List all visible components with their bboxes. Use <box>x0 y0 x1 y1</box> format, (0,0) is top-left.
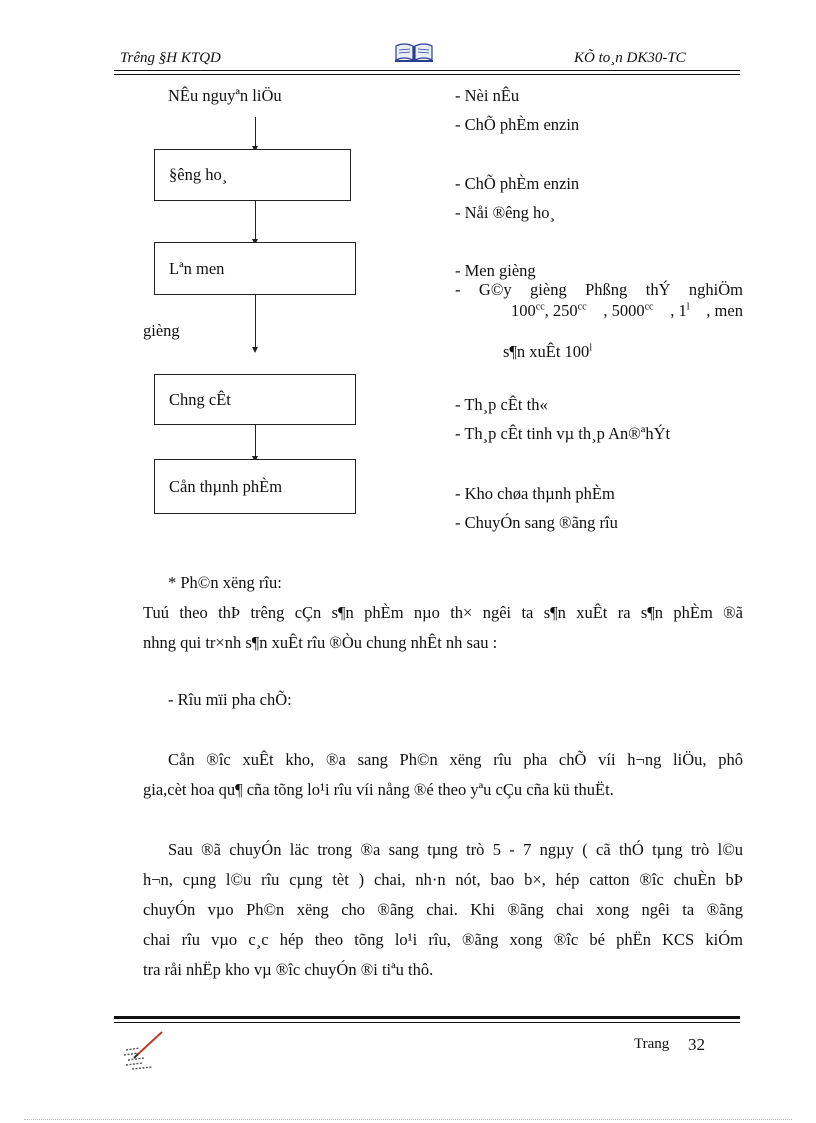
note-sugar-pot: - Nåi ®êng ho¸ <box>455 203 556 222</box>
book-icon <box>394 40 434 69</box>
volume-4: , men <box>706 301 743 320</box>
paragraph-line: tra råi nhËp kho vµ ®îc chuyÓn ®i tiªu thô. <box>143 960 434 979</box>
footer-rule <box>114 1016 740 1019</box>
subsection-title: - Rîu mïi pha chÕ: <box>168 690 292 709</box>
volume-2: , $5000^{cc}$ <box>603 301 654 320</box>
note-yeast: - Men gièng <box>455 261 536 280</box>
page-bottom-dotted-border <box>24 1119 792 1120</box>
paragraph-line: chai rîu vµo c¸c hép theo tõng lo¹i rîu, ®ãng xong ®îc bé phËn KCS kiÓm <box>143 930 743 949</box>
paragraph-line: h¬n, cµng l©u rîu cµng tèt ) chai, nh·n nót, bao b×, hép catton ®îc chuÈn bÞ <box>143 870 743 889</box>
note-cooking-pot: - Nèi nÊu <box>455 86 520 105</box>
header-right-text: KÕ to¸n DK30-TC <box>574 50 686 66</box>
paragraph-line: chuyÓn vµo Ph©n xëng cho ®ãng chai. Khi ®ãng chai xong ngêi ta ®ãng <box>143 900 743 919</box>
note-culture-volumes <box>511 301 743 321</box>
note-lab-culture: - G©y gièng Phßng thÝ nghiÖm <box>455 280 743 299</box>
note-enzyme-1: - ChÕ phÈm enzin <box>455 115 580 134</box>
footer-rule-2 <box>114 1022 740 1023</box>
flow-box-finished-alcohol: Cån thµnh phÈm <box>154 459 356 514</box>
paragraph-3 <box>143 835 743 985</box>
flow-box-fermentation: Lªn men <box>154 242 356 295</box>
flow-side-label: gièng <box>143 321 180 340</box>
paragraph-line: nhng qui tr×nh s¶n xuÊt rîu ®Òu chung nhÊt nh sau : <box>143 633 498 652</box>
paragraph-2 <box>143 745 743 805</box>
footer-page-label: Trang <box>634 1036 670 1052</box>
header-rule <box>114 70 740 71</box>
note-crude-column: - Th¸p cÊt th« <box>455 395 548 414</box>
flow-connector <box>255 117 256 148</box>
arrowhead-icon <box>252 347 258 353</box>
paragraph-line: Sau ®ã chuyÓn läc trong ®a sang tµng trò 5 - 7 ngµy ( cã thÓ tµng trò l©u <box>168 840 743 859</box>
paragraph-line: gia,cèt hoa qu¶ cña tõng lo¹i rîu víi nång ®é theo yªu cÇu cña kü thuËt. <box>143 780 614 799</box>
footer-page-number: 32 <box>688 1035 705 1054</box>
header-left-text: Trêng §H KTQD <box>120 50 221 66</box>
volume-1: $100^{cc}$, $250^{cc}$ <box>511 301 587 320</box>
note-enzyme-2: - ChÕ phÈm enzin <box>455 174 580 193</box>
paragraph-1 <box>143 598 743 658</box>
paragraph-line: Cån ®îc xuÊt kho, ®a sang Ph©n xëng rîu pha chÕ víi h¬ng liÖu, phô <box>168 750 743 769</box>
flow-box-distillation: Chng cÊt <box>154 374 356 425</box>
paragraph-line: Tuú theo thÞ trêng cÇn s¶n phÈm nµo th× ngêi ta s¶n xuÊt ra s¶n phÈm ®ã <box>143 603 743 622</box>
flow-connector <box>255 425 256 458</box>
flow-start-label: NÊu nguyªn liÖu <box>168 86 282 105</box>
volume-3: , 1$^l$ <box>670 301 690 320</box>
header-rule-2 <box>114 74 740 75</box>
flow-connector <box>255 201 256 241</box>
note-refining-column: - Th¸p cÊt tinh vµ th¸p An®ªhÝt <box>455 424 671 443</box>
note-warehouse: - Kho chøa thµnh phÈm <box>455 484 615 503</box>
section-title: * Ph©n xëng rîu: <box>168 573 282 592</box>
note-bottling: - ChuyÓn sang ®ãng rîu <box>455 513 618 532</box>
note-production-yeast: s¶n xuÊt 100$^l$ <box>503 342 593 361</box>
flow-connector <box>255 295 256 349</box>
pen-writing-icon <box>122 1030 168 1077</box>
flow-box-saccharification: §êng ho¸ <box>154 149 351 201</box>
